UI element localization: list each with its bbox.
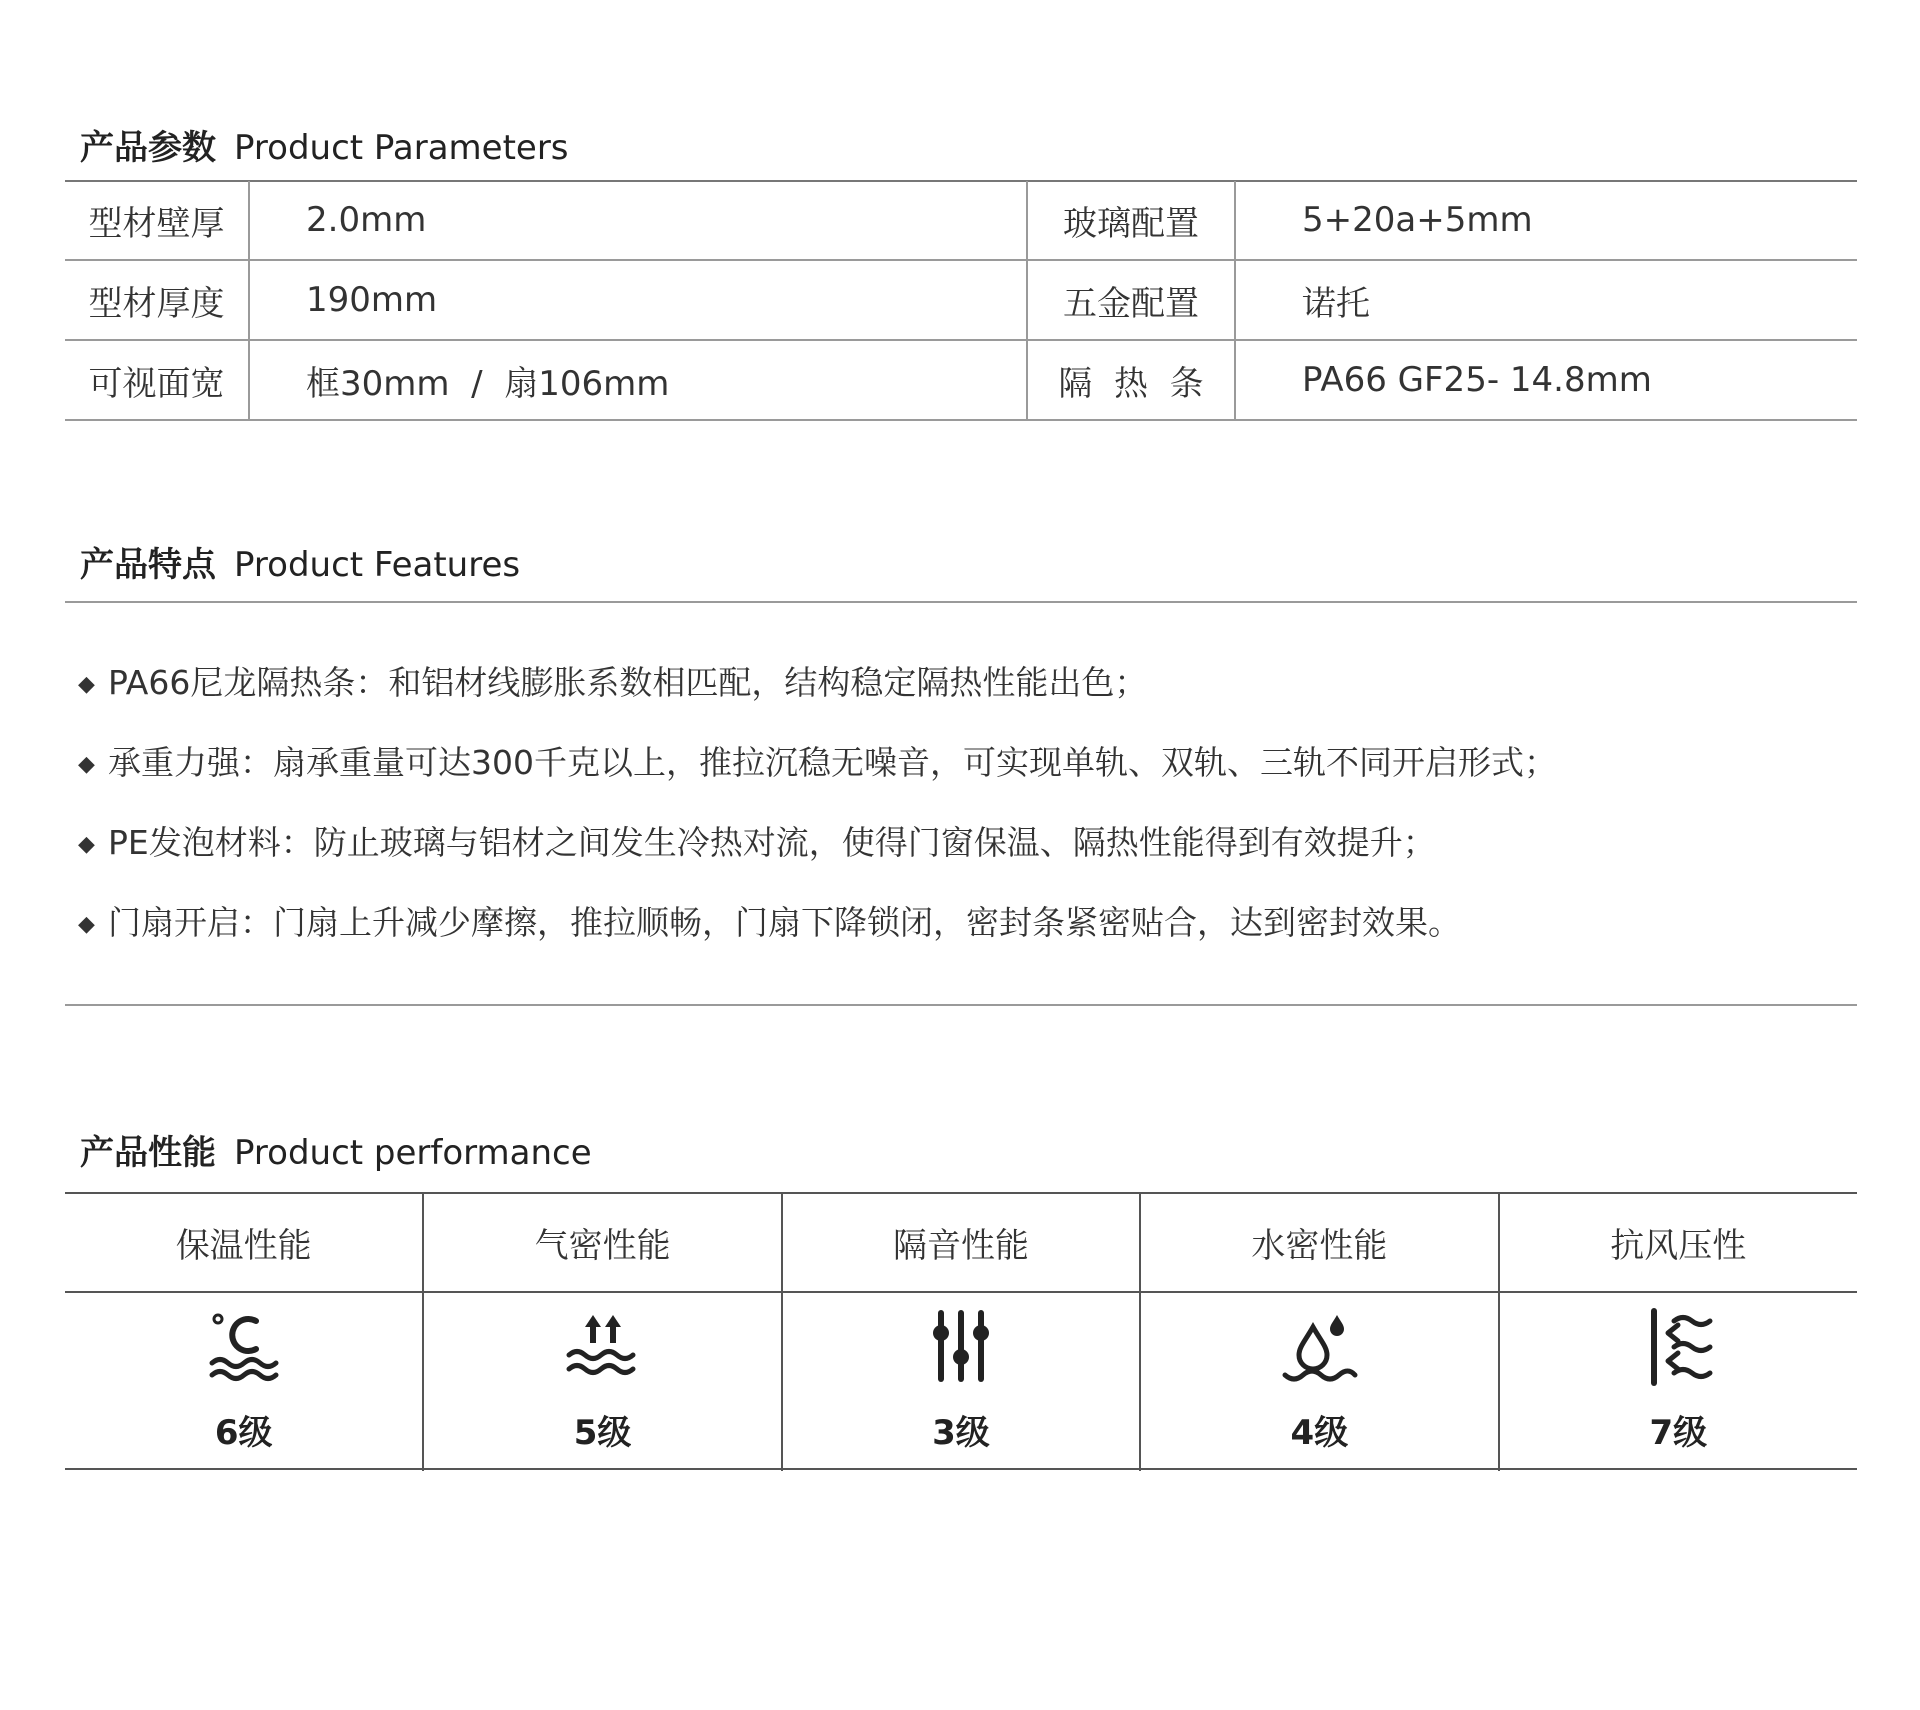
performance-label: 气密性能 <box>423 1193 781 1292</box>
air-tightness-icon <box>563 1307 643 1387</box>
wind-pressure-icon <box>1638 1307 1718 1387</box>
param-key: 型材厚度 <box>65 260 249 340</box>
feature-text: PA66尼龙隔热条：和铝材线膨胀系数相匹配，结构稳定隔热性能出色； <box>108 663 1148 702</box>
features-top-divider <box>65 601 1857 603</box>
table-row <box>65 260 1857 340</box>
feature-text: 承重力强：扇承重量可达300千克以上，推拉沉稳无噪音，可实现单轨、双轨、三轨不同开启形式； <box>108 743 1557 782</box>
param-key: 隔 热 条 <box>1027 340 1235 420</box>
performance-title <box>80 1133 592 1173</box>
performance-bottom-divider <box>65 1468 1857 1470</box>
performance-level: 7级 <box>1649 1413 1708 1453</box>
performance-cell <box>1140 1292 1498 1471</box>
performance-label: 抗风压性 <box>1499 1193 1857 1292</box>
param-key: 五金配置 <box>1027 260 1235 340</box>
features-bottom-divider <box>65 1004 1857 1006</box>
performance-label: 保温性能 <box>65 1193 423 1292</box>
diamond-bullet-icon: ◆ <box>78 911 95 937</box>
sound-insulation-icon <box>921 1307 1001 1387</box>
performance-level: 5级 <box>573 1413 632 1453</box>
performance-label: 水密性能 <box>1140 1193 1498 1292</box>
param-key: 玻璃配置 <box>1027 181 1235 260</box>
param-value: 5+20a+5mm <box>1235 181 1857 260</box>
performance-cell <box>423 1292 781 1471</box>
diamond-bullet-icon: ◆ <box>78 751 95 777</box>
param-value: 框30mm / 扇106mm <box>249 340 1027 420</box>
feature-text: PE发泡材料：防止玻璃与铝材之间发生冷热对流，使得门窗保温、隔热性能得到有效提升； <box>108 823 1436 862</box>
performance-label: 隔音性能 <box>782 1193 1140 1292</box>
parameters-table <box>65 181 1857 421</box>
performance-cell <box>782 1292 1140 1471</box>
performance-level: 4级 <box>1290 1413 1349 1453</box>
list-item <box>78 892 1557 972</box>
performance-level: 3级 <box>932 1413 990 1453</box>
features-title-en: Product Features <box>234 545 521 585</box>
thermal-insulation-icon <box>204 1307 284 1387</box>
performance-title-en: Product performance <box>234 1133 592 1173</box>
features-list <box>78 652 1557 972</box>
performance-table <box>65 1193 1857 1471</box>
param-value: 190mm <box>249 260 1027 340</box>
features-title <box>80 545 520 585</box>
diamond-bullet-icon: ◆ <box>78 831 95 857</box>
performance-cell <box>65 1292 423 1471</box>
parameters-title-cn: 产品参数 <box>80 128 216 168</box>
table-header-row <box>65 1193 1857 1292</box>
parameters-title-en: Product Parameters <box>234 128 569 168</box>
performance-cell <box>1499 1292 1857 1471</box>
diamond-bullet-icon: ◆ <box>78 671 95 697</box>
param-value: PA66 GF25- 14.8mm <box>1235 340 1857 420</box>
list-item <box>78 652 1557 732</box>
param-value: 2.0mm <box>249 181 1027 260</box>
parameters-title <box>80 128 569 168</box>
list-item <box>78 732 1557 812</box>
param-value: 诺托 <box>1235 260 1857 340</box>
performance-level: 6级 <box>214 1413 273 1453</box>
table-row <box>65 340 1857 420</box>
performance-title-cn: 产品性能 <box>80 1133 216 1173</box>
table-row <box>65 1292 1857 1471</box>
features-title-cn: 产品特点 <box>80 545 216 585</box>
list-item <box>78 812 1557 892</box>
param-key: 型材壁厚 <box>65 181 249 260</box>
table-row <box>65 181 1857 260</box>
feature-text: 门扇开启：门扇上升减少摩擦，推拉顺畅，门扇下降锁闭，密封条紧密贴合，达到密封效果。 <box>108 903 1461 942</box>
water-tightness-icon <box>1279 1307 1359 1387</box>
param-key: 可视面宽 <box>65 340 249 420</box>
